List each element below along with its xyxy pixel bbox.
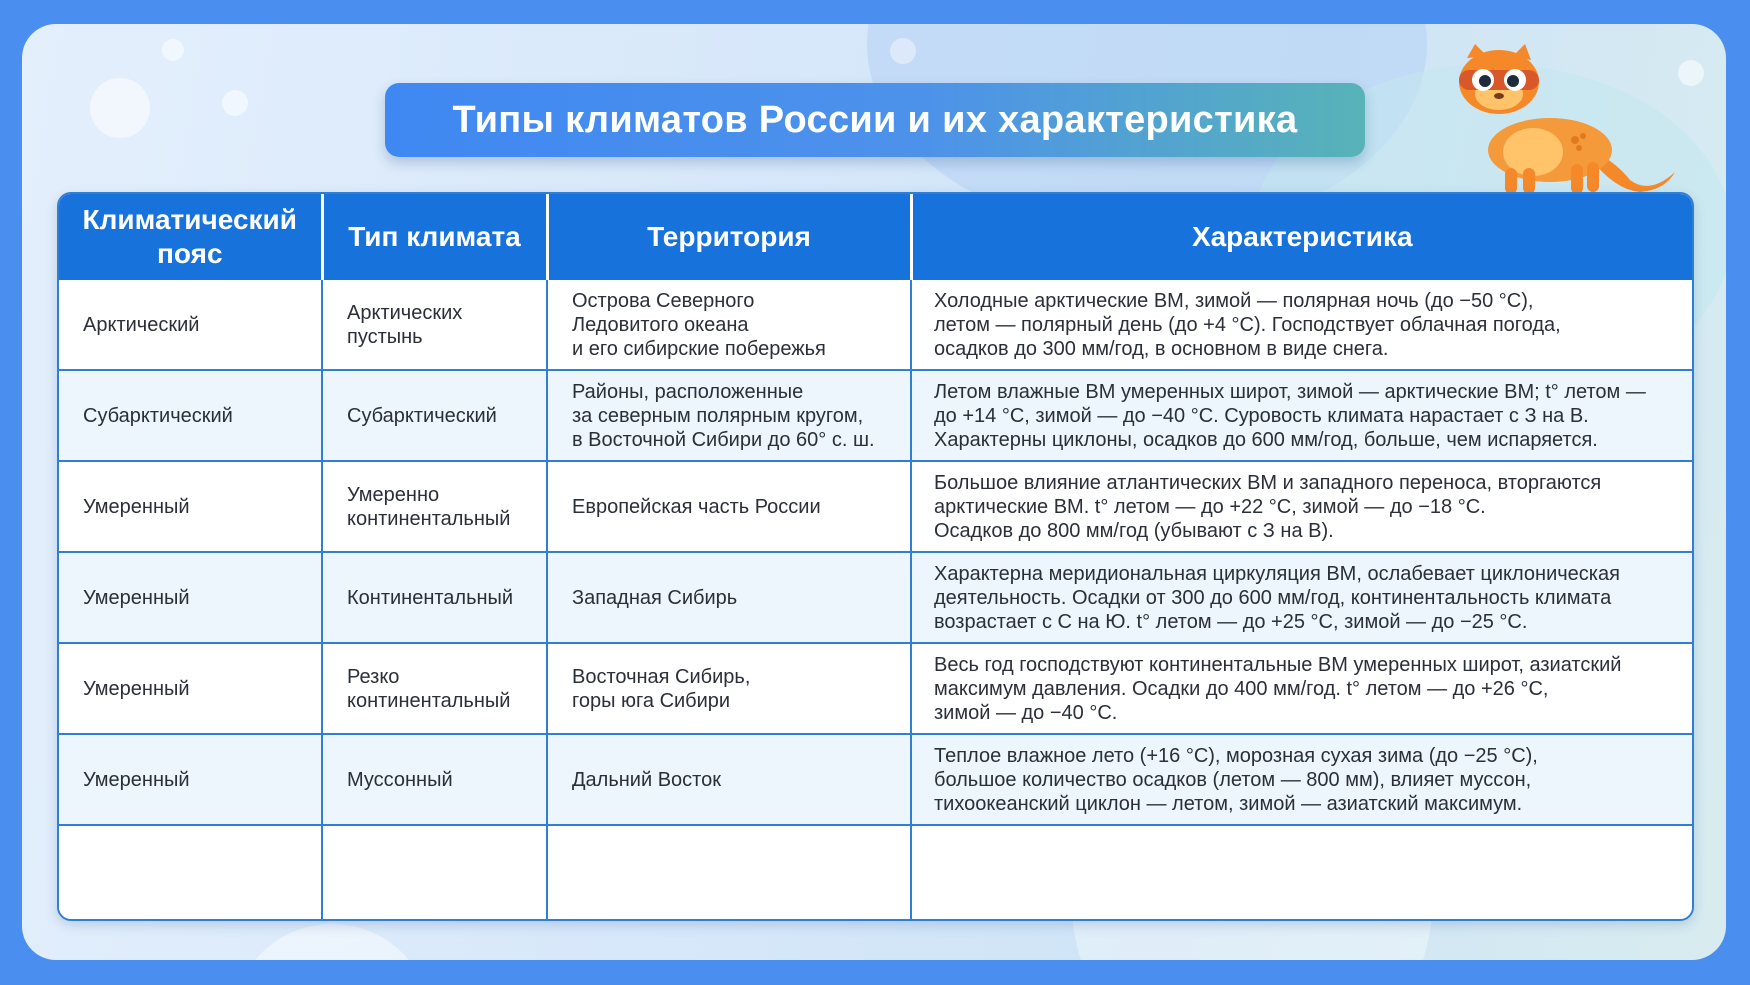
table-row — [59, 734, 1692, 825]
header-climate-type: Тип климата — [322, 194, 547, 280]
table-row — [59, 280, 1692, 370]
title-banner — [385, 83, 1365, 157]
climate-table — [57, 192, 1694, 921]
cell-territory: Западная Сибирь — [547, 552, 911, 643]
header-climate-belt: Климатический пояс — [59, 194, 322, 280]
cell-belt: Умеренный — [59, 552, 322, 643]
cell-type: Умеренно континентальный — [322, 461, 547, 552]
table-row-empty — [59, 825, 1692, 919]
table-row — [59, 461, 1692, 552]
header-characteristic: Характеристика — [911, 194, 1692, 280]
cell-type: Континентальный — [322, 552, 547, 643]
decor-dot — [222, 90, 248, 116]
cell-description: Летом влажные ВМ умеренных широт, зимой — арктические ВМ; t° летом — до +14 °C, зимой — до −40 °C. Суровость климата нарастает с З на В. Характерны циклоны, осадков до 600 мм/год, больше, чем испаряется. — [911, 370, 1692, 461]
cell-territory: Европейская часть России — [547, 461, 911, 552]
header-territory: Территория — [547, 194, 911, 280]
table-header-row — [59, 194, 1692, 280]
decor-dot — [90, 78, 150, 138]
decor-blob — [232, 924, 432, 960]
empty-cell — [547, 825, 911, 919]
page-title: Типы климатов России и их характеристика — [452, 98, 1298, 141]
table-row — [59, 643, 1692, 734]
cell-description: Большое влияние атлантических ВМ и западного переноса, вторгаются арктические ВМ. t° летом — до +22 °C, зимой — до −18 °C. Осадков до 800 мм/год (убывают с З на В). — [911, 461, 1692, 552]
decor-dot — [162, 39, 184, 61]
decor-dot — [890, 38, 916, 64]
cell-belt: Умеренный — [59, 643, 322, 734]
table-row — [59, 552, 1692, 643]
cell-belt: Умеренный — [59, 734, 322, 825]
empty-cell — [911, 825, 1692, 919]
table-row — [59, 370, 1692, 461]
cell-territory: Восточная Сибирь, горы юга Сибири — [547, 643, 911, 734]
cell-type: Муссонный — [322, 734, 547, 825]
cell-territory: Острова Северного Ледовитого океана и его сибирские побережья — [547, 280, 911, 370]
cell-description: Характерна меридиональная циркуляция ВМ, ослабевает циклоническая деятельность. Осадки от 300 до 600 мм/год, континентальность климата возрастает с С на Ю. t° летом — до +25 °C, зимой — до −25 °C. — [911, 552, 1692, 643]
cell-belt: Субарктический — [59, 370, 322, 461]
cell-type: Арктических пустынь — [322, 280, 547, 370]
cell-territory: Дальний Восток — [547, 734, 911, 825]
cell-type: Резко континентальный — [322, 643, 547, 734]
cell-description: Теплое влажное лето (+16 °C), морозная сухая зима (до −25 °C), большое количество осадков (летом — 800 мм), влияет муссон, тихоокеанский циклон — летом, зимой — азиатский максимум. — [911, 734, 1692, 825]
empty-cell — [322, 825, 547, 919]
cell-description: Весь год господствуют континентальные ВМ умеренных широт, азиатский максимум давления. Осадки до 400 мм/год. t° летом — до +26 °C, зимой — до −40 °C. — [911, 643, 1692, 734]
cell-description: Холодные арктические ВМ, зимой — полярная ночь (до −50 °C), летом — полярный день (до +4 °C). Господствует облачная погода, осадков до 300 мм/год, в основном в виде снега. — [911, 280, 1692, 370]
cell-type: Субарктический — [322, 370, 547, 461]
empty-cell — [59, 825, 322, 919]
cell-territory: Районы, расположенные за северным полярным кругом, в Восточной Сибири до 60° с. ш. — [547, 370, 911, 461]
cell-belt: Арктический — [59, 280, 322, 370]
cell-belt: Умеренный — [59, 461, 322, 552]
cat-mascot-icon — [1425, 40, 1685, 200]
